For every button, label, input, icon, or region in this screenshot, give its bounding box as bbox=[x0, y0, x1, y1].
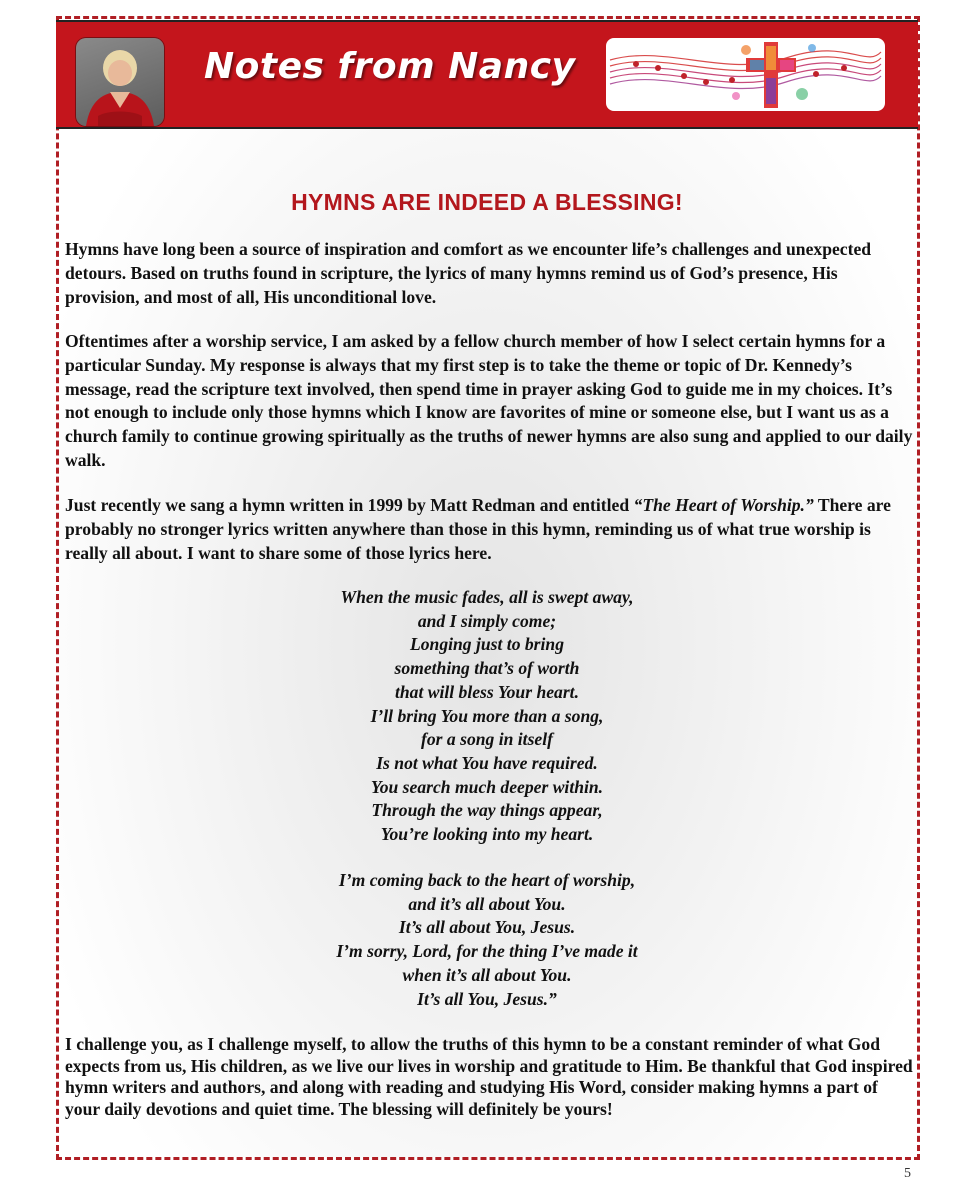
paragraph-text: I challenge you, as I challenge myself, to allow the truths of this hymn to be a constant reminder of what God expects from us, His children, as we live our lives in worship and gratitude to Him. Be thankful that God inspired hymn writers and authors, and along with reading and studying His Word, consider making hymns a part of your daily devotions and quiet time. The blessing will definitely be yours! bbox=[65, 1034, 913, 1119]
paragraph-text: Oftentimes after a worship service, I am asked by a fellow church member of how I select certain hymns for a particular Sunday. My response is always that my first step is to take the theme or topic of Dr. Kennedy’s message, read the scripture text involved, then spend time in prayer asking God to guide me in my choices. It’s not enough to include only those hymns which I know are favorites of mine or someone else, but I want us as a church family to continue growing spiritually as the truths of newer hymns are also sung and applied to our daily walk. bbox=[65, 331, 913, 470]
lyric-line: and I simply come; bbox=[417, 610, 557, 631]
lyric-line: and it’s all about You. bbox=[408, 893, 566, 914]
header-banner bbox=[56, 20, 918, 129]
lyric-line: when it’s all about You. bbox=[402, 964, 572, 985]
lyric-line: I’ll bring You more than a song, bbox=[370, 705, 604, 726]
paragraph-challenge bbox=[65, 1034, 915, 1120]
music-staff-cross-icon bbox=[606, 38, 885, 111]
page-number: 5 bbox=[904, 1166, 911, 1181]
lyric-line: You search much deeper within. bbox=[370, 776, 604, 797]
author-photo-icon bbox=[76, 38, 164, 126]
lyric-line: Is not what You have required. bbox=[376, 752, 598, 773]
lyrics-verse-2 bbox=[0, 869, 974, 1011]
author-portrait bbox=[76, 38, 164, 126]
lyric-line: Through the way things appear, bbox=[371, 800, 603, 821]
lyric-line: for a song in itself bbox=[421, 729, 553, 750]
lyric-line: that will bless Your heart. bbox=[395, 681, 579, 702]
lyric-line: It’s all You, Jesus.” bbox=[417, 988, 557, 1009]
paragraph-text: Just recently we sang a hymn written in 1999 by Matt Redman and entitled bbox=[65, 495, 634, 515]
hymn-title: “The Heart of Worship.” bbox=[633, 495, 814, 515]
header-title: Notes from Nancy bbox=[204, 46, 576, 87]
lyric-line: When the music fades, all is swept away, bbox=[340, 587, 634, 607]
music-cross-banner bbox=[606, 38, 885, 111]
lyrics-verse-1 bbox=[0, 586, 974, 847]
lyric-line: I’m coming back to the heart of worship, bbox=[338, 870, 636, 890]
paragraph-heart-of-worship bbox=[65, 494, 915, 565]
lyric-line: something that’s of worth bbox=[394, 658, 580, 679]
article-headline: HYMNS ARE INDEED A BLESSING! bbox=[291, 189, 683, 215]
lyric-line: Longing just to bring bbox=[410, 634, 564, 655]
lyric-line: You’re looking into my heart. bbox=[380, 824, 594, 845]
lyric-line: I’m sorry, Lord, for the thing I’ve made it bbox=[336, 941, 638, 962]
lyric-line: It’s all about You, Jesus. bbox=[398, 917, 576, 938]
paragraph-text: Hymns have long been a source of inspiration and comfort as we encounter life’s challenges and unexpected detours. Based on truths found in scripture, the lyrics of many hymns remind us of God’s presence, His provision, and most of all, His unconditional love. bbox=[65, 239, 872, 307]
paragraph-hymn-selection bbox=[65, 330, 915, 473]
paragraph-intro bbox=[65, 238, 915, 309]
paragraph-text: There are probably no stronger lyrics written anywhere than those in this hymn, reminding us of what true worship is really all about. I want to share some of those lyrics here. bbox=[65, 495, 891, 563]
